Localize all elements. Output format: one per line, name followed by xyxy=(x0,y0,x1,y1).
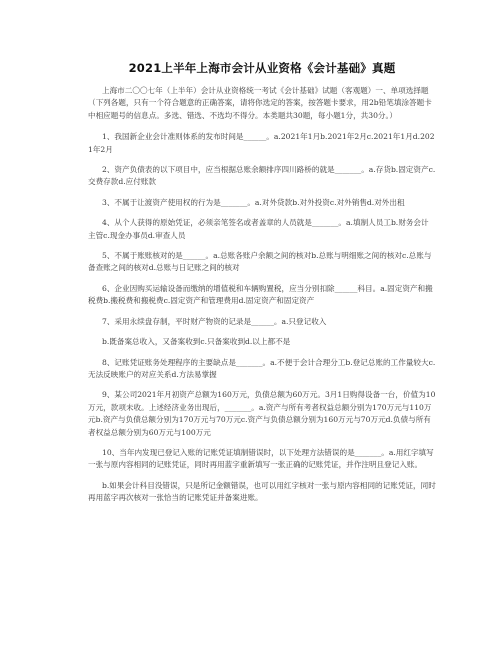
question-9: 9、某公司2021年月初资产总额为160万元，负债总额为60万元。3月1日购得设备一台，价值为10万元，款项未收。上述经济业务出现后，_______。a.资产与所有考者权益总额分别为170万元与110万元b.资产与负债总额分别为170万元与70万元c.资产与负债总额分别为160万元与70万元d.负债与所有者权益总额分别为60万元与100万元 xyxy=(88,390,436,437)
question-2: 2、资产负债表的以下项目中，应当根据总账余额排序四川路桥的就是_______。a.存货b.固定资产c.交费存款d.应付账款 xyxy=(88,165,436,187)
question-1: 1、我国新企业会计准则体系的发布时间是______。a.2021年1月b.2021年2月c.2021年1月d.2021年2月 xyxy=(88,132,435,154)
question-7: 7、采用永续盘存制，平时财产物资的记录是______。a.只登记收入 xyxy=(102,316,327,326)
question-6: 6、企业因购买运输设备而缴纳的增值税和车辆购置税，应当分别扣除______科目。a.固定资产和搬税费b.搬税费和搬税费c.固定资产和管理费用d.固定资产和固定资产 xyxy=(88,283,433,306)
document-title: 2021上半年上海市会计从业资格《会计基础》真题 xyxy=(128,61,396,75)
intro-paragraph: 上海市二〇〇七年（上半年）会计从业资格统一考试《会计基础》试题（客观题）一、单项选择题（下列各题，只有一个符合题意的正确答案，请将你选定的答案，按答题卡要求，用2b铅笔填涂答题卡中相应题号的信息点。多选、错选、不选均不得分。本类题共30题，每小题1分，共30分。） xyxy=(88,86,432,120)
question-8: 8、记账凭证账务处理程序的主要缺点是_______。a.不便于会计合理分工b.登记总账的工作量较大c.无法反映账户的对应关系d.方法易掌握 xyxy=(88,357,436,379)
question-3: 3、不属于让渡资产使用权的行为是_______。a.对外贷款b.对外投资c.对外销售d.对外出租 xyxy=(102,197,405,207)
question-5: 5、不属于账账核对的是______。a.总账各账户余额之间的核对b.总账与明细账之间的核对c.总账与备查账之间的核对d.总账与日记账之间的核对 xyxy=(88,251,432,273)
question-10-option-b: b.如果会计科目没错误，只是所记金额错误，也可以用红字核对一张与原内容相同的记账凭证，同时再用蓝字再次核对一张恰当的记账凭证并备案进账。 xyxy=(88,480,436,503)
question-4: 4、从个人获得的原始凭证，必须亲笔签名或者盖章的人员就是_______。a.填制人员工b.财务会计主管c.现金办事员d.审查人员 xyxy=(88,218,429,240)
question-10: 10、当年内发现已登记入账的记账凭证填制错误时，以下处理方法错误的是_______。a.用红字填写一张与原内容相同的记账凭证，同时再用蓝字重新填写一张正确的记账凭证，并作注明且登记入账。 xyxy=(88,447,434,470)
question-7-continued: b.既备案总收入，又备案收到c.只备案收到d.以上都不是 xyxy=(102,337,291,347)
